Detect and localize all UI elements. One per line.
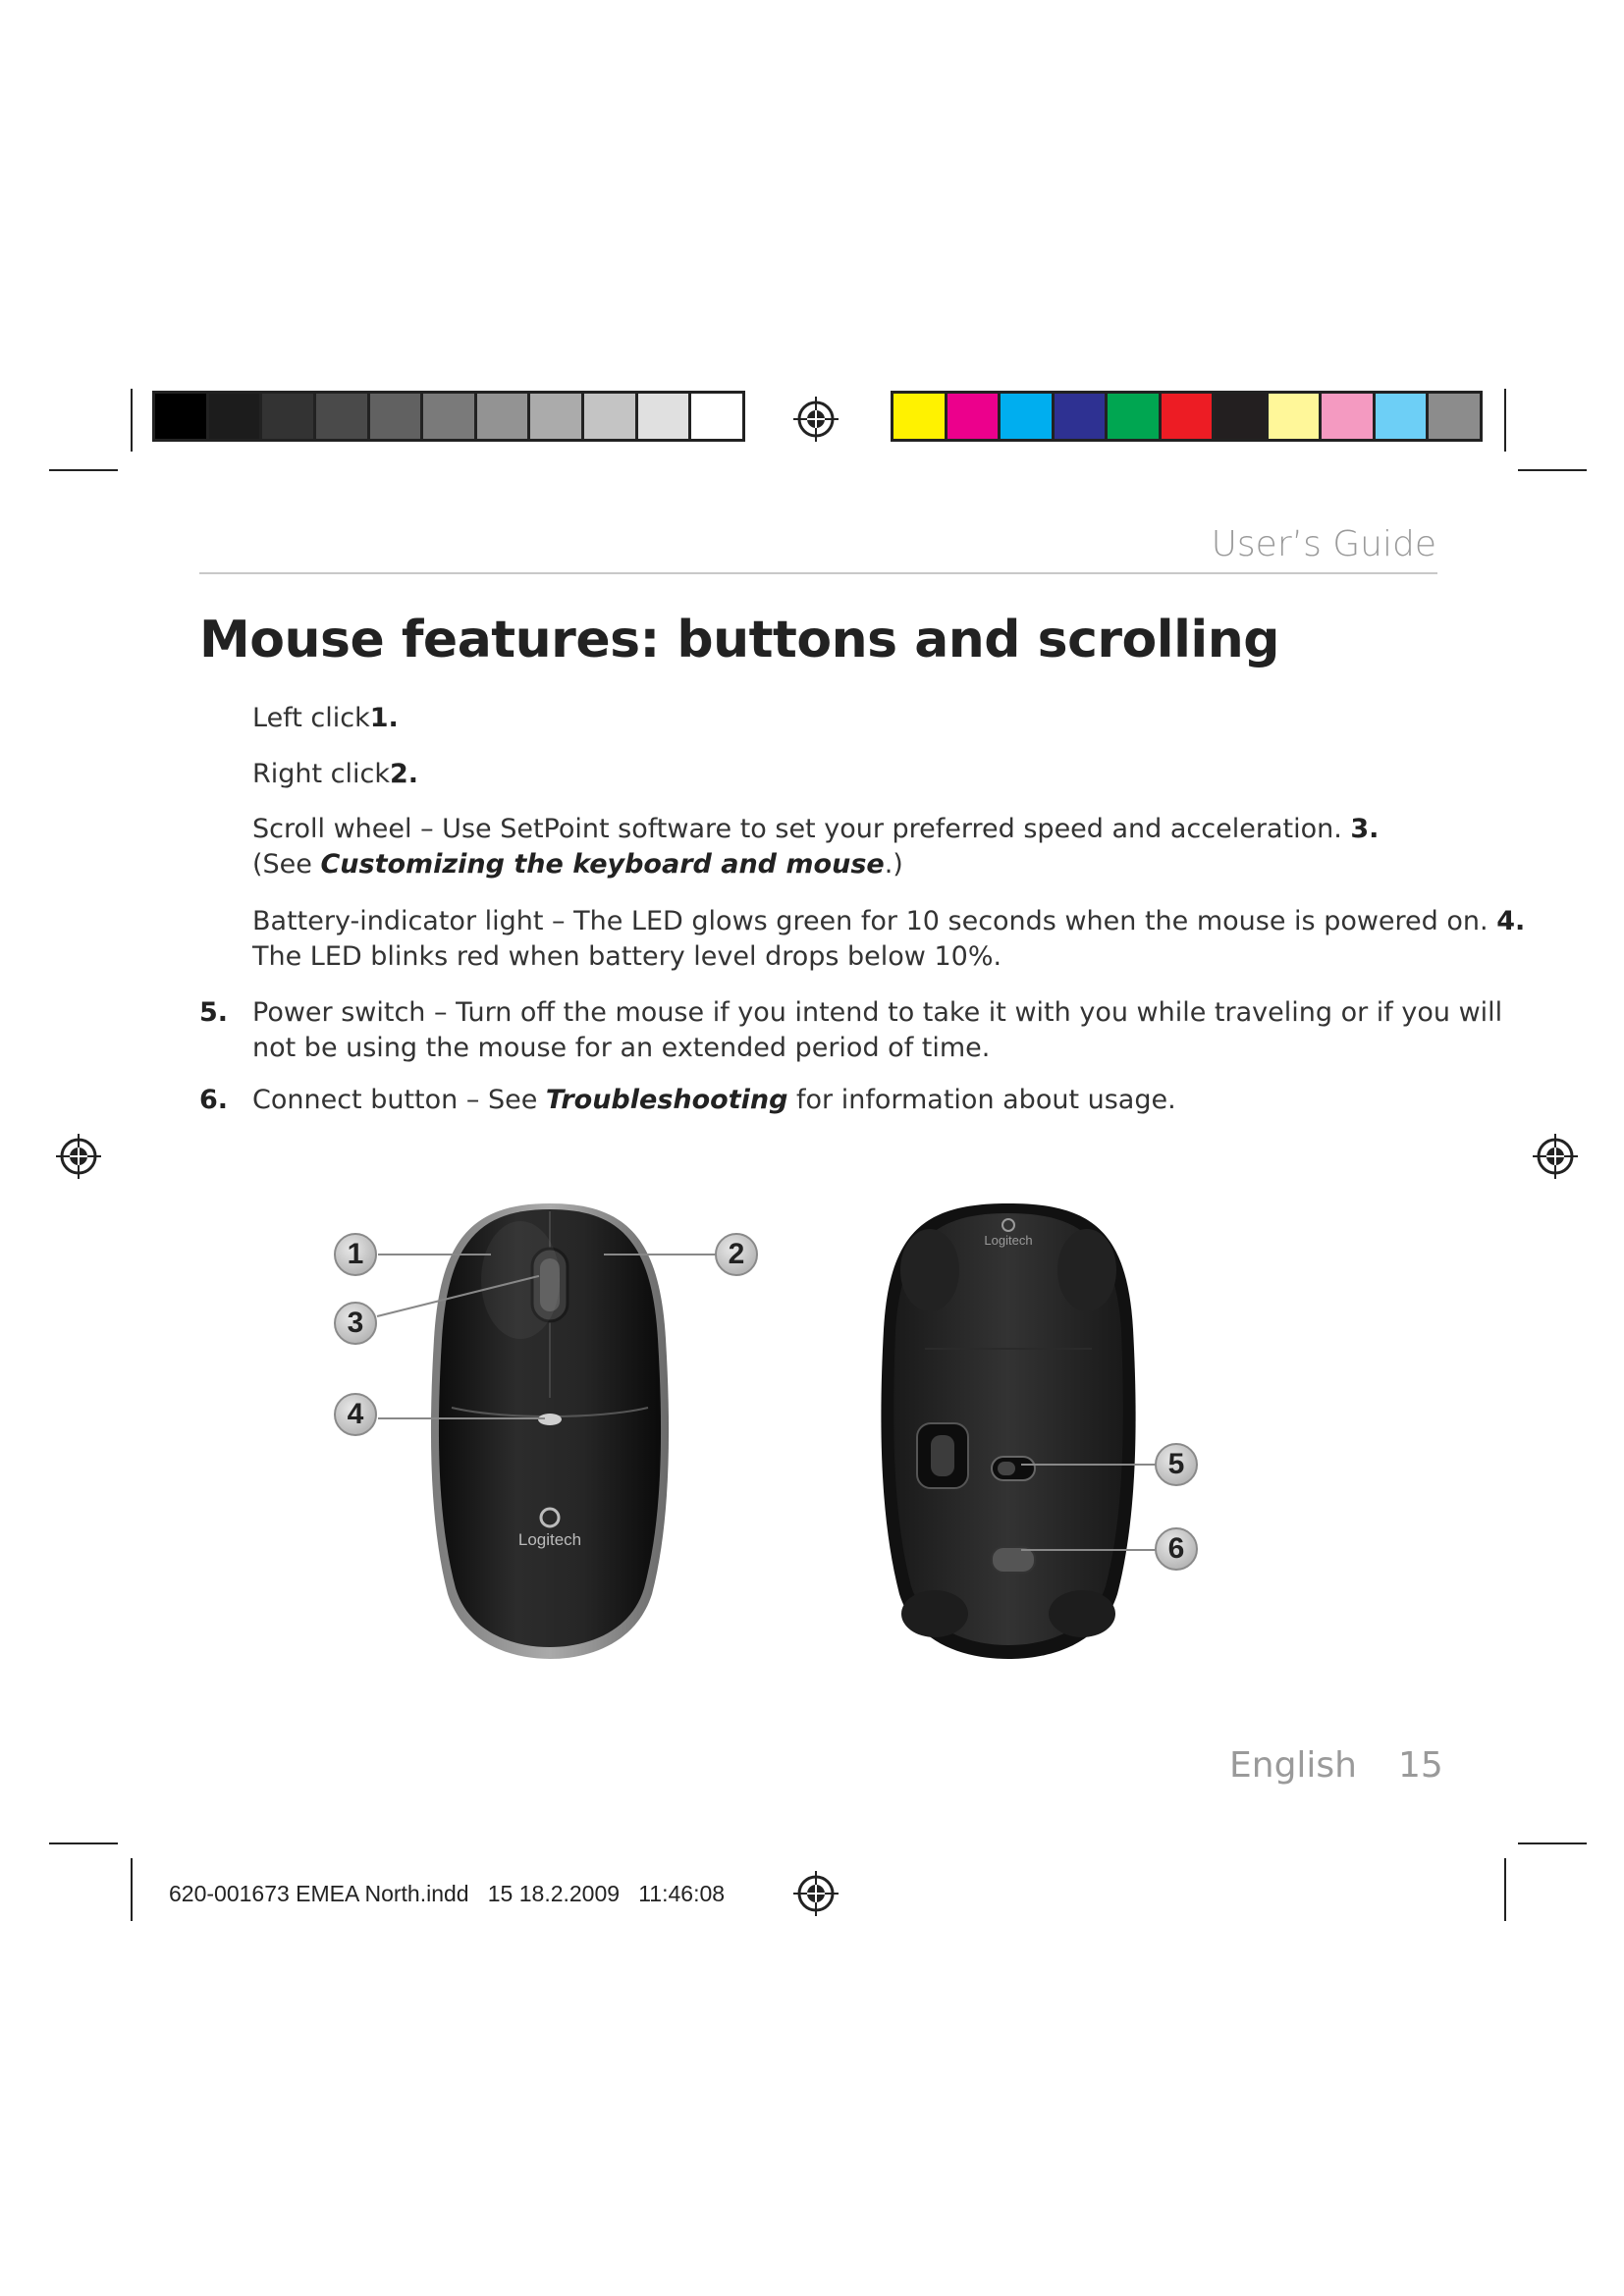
feature-item-connect-button: Connect button – See Troubleshooting for information about usage. [252, 1085, 1176, 1115]
crop-mark [131, 1858, 133, 1921]
item-number: 6. [199, 1085, 229, 1115]
page-number: 15 [1398, 1745, 1443, 1786]
color-swatch [1376, 394, 1430, 439]
mouse-bottom-view-image [866, 1201, 1151, 1663]
color-swatch [1269, 394, 1323, 439]
crop-mark [49, 469, 118, 471]
registration-mark-icon [1531, 1132, 1580, 1181]
leader-line [1021, 1464, 1161, 1466]
color-swatch [316, 394, 370, 439]
crop-mark [131, 389, 133, 452]
color-swatch [691, 394, 742, 439]
color-swatch [638, 394, 692, 439]
crop-mark [49, 1842, 118, 1844]
registration-mark-icon [791, 1869, 840, 1918]
feature-item-left-click: Left click1. [252, 703, 399, 733]
color-swatch [1001, 394, 1055, 439]
leader-line [604, 1254, 717, 1255]
callout-5: 5 [1155, 1443, 1198, 1486]
color-swatch [155, 394, 209, 439]
callout-6: 6 [1155, 1527, 1198, 1571]
grayscale-calibration-bar [152, 391, 745, 442]
feature-item-power-switch: Power switch – Turn off the mouse if you intend to take it with you while traveling or if you will not be using the mouse for an extended period of time. [252, 997, 1503, 1063]
color-swatch [1055, 394, 1109, 439]
color-swatch [530, 394, 584, 439]
color-swatch [1162, 394, 1216, 439]
color-swatch [370, 394, 424, 439]
color-swatch [947, 394, 1001, 439]
footer-language: English [1229, 1745, 1357, 1786]
feature-item-scroll-wheel: Scroll wheel – Use SetPoint software to set your preferred speed and acceleration. 3. (See Customizing the keyboard and mouse.) [252, 814, 1380, 880]
leader-line [1021, 1549, 1161, 1551]
color-swatch [893, 394, 947, 439]
callout-3: 3 [334, 1302, 377, 1345]
feature-item-battery-light: Battery-indicator light – The LED glows green for 10 seconds when the mouse is powered on. 4. The LED blinks red when battery level drops below 10%. [252, 906, 1526, 972]
logitech-logo: Logitech [517, 1530, 582, 1549]
color-swatch [1429, 394, 1480, 439]
color-swatch [262, 394, 316, 439]
callout-1: 1 [334, 1233, 377, 1276]
color-swatch [1322, 394, 1376, 439]
crop-mark [1504, 389, 1506, 452]
header-divider [199, 572, 1437, 574]
callout-2: 2 [715, 1233, 758, 1276]
color-calibration-bar [891, 391, 1483, 442]
registration-mark-icon [54, 1132, 103, 1181]
color-swatch [477, 394, 531, 439]
feature-item-right-click: Right click2. [252, 759, 419, 789]
crop-mark [1504, 1858, 1506, 1921]
color-swatch [1215, 394, 1269, 439]
color-swatch [584, 394, 638, 439]
crop-mark [1518, 469, 1587, 471]
logitech-logo-bottom: Logitech [984, 1233, 1033, 1248]
leader-line [378, 1254, 491, 1255]
leader-line [378, 1417, 545, 1419]
registration-mark-icon [791, 395, 840, 444]
callout-4: 4 [334, 1393, 377, 1436]
page-title: Mouse features: buttons and scrolling [199, 611, 1279, 669]
crop-mark [1518, 1842, 1587, 1844]
print-slug: 620-001673 EMEA North.indd 15 18.2.2009 11:46:08 [169, 1881, 726, 1906]
running-header: User’s Guide [1211, 524, 1436, 564]
color-swatch [209, 394, 263, 439]
item-number: 5. [199, 997, 229, 1028]
mouse-top-view-image [412, 1201, 687, 1663]
color-swatch [1108, 394, 1162, 439]
color-swatch [423, 394, 477, 439]
